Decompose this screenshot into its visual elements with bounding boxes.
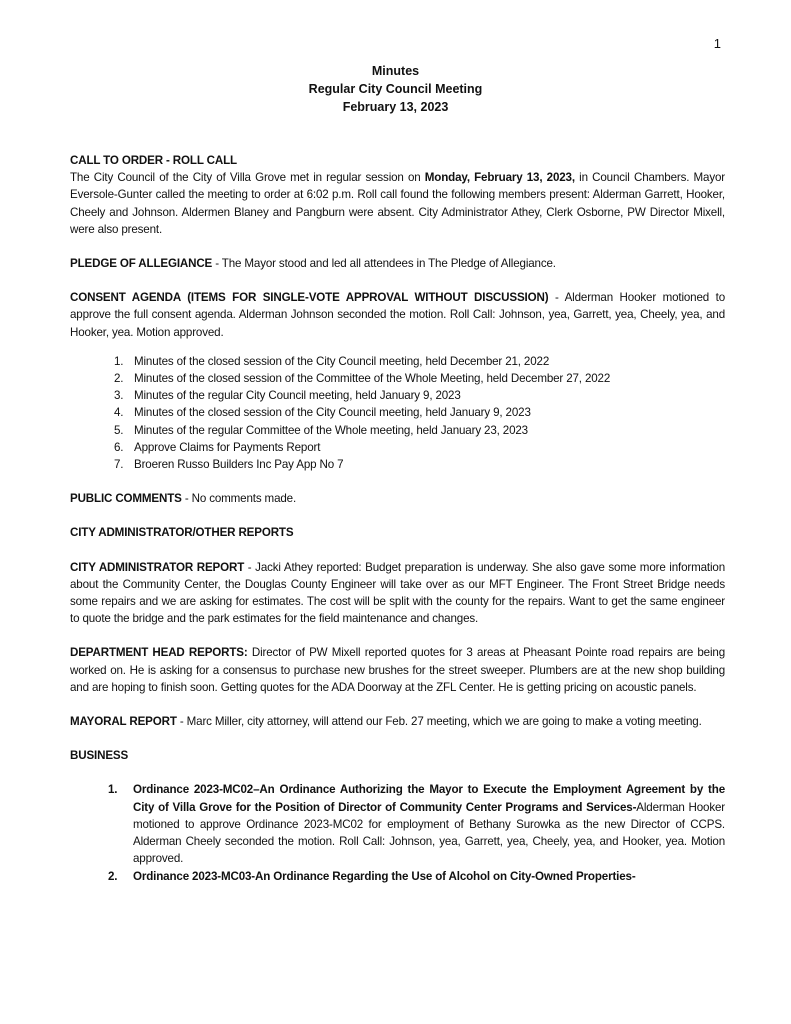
ordinance-title: Ordinance 2023-MC02–An Ordinance Authorizing the Mayor to Execute the Employment Agreement by the City of Villa Grove for the Position of Director of Community Center Programs and Services-	[133, 783, 725, 814]
list-item-number: 5.	[114, 423, 124, 437]
reports-heading: CITY ADMINISTRATOR/OTHER REPORTS	[70, 526, 294, 540]
list-item-text: Broeren Russo Builders Inc Pay App No 7	[134, 458, 344, 472]
list-item-text: Minutes of the closed session of the City Council meeting, held January 9, 2023	[134, 406, 531, 420]
list-item-number: 4.	[114, 406, 124, 420]
list-item-number: 2.	[114, 372, 124, 386]
business-items-list	[70, 781, 725, 884]
mayoral-report-heading: MAYORAL REPORT	[70, 715, 177, 729]
list-item	[114, 353, 725, 370]
list-item-text: Minutes of the closed session of the Committee of the Whole Meeting, held December 27, 2022	[134, 372, 611, 386]
list-item-number: 2.	[108, 869, 118, 883]
list-item	[114, 456, 725, 473]
document-body	[70, 152, 725, 885]
mayoral-report-section	[70, 713, 725, 730]
pledge-text: - The Mayor stood and led all attendees in The Pledge of Allegiance.	[212, 257, 556, 271]
call-to-order-text-b: in Council Chambers. Mayor Eversole-Gunter called the meeting to order at 6:02 p.m. Roll call found the following members present: Alderman Garrett, Hooker, Cheely and Johnson. Aldermen Blaney and Pangburn were absent. City Administrator Athey, Clerk Osborne, PW Director Mixell, were also present.	[70, 171, 726, 236]
list-item	[70, 781, 725, 867]
business-heading: BUSINESS	[70, 749, 129, 763]
list-item-text: Approve Claims for Payments Report	[134, 440, 321, 454]
public-comments-heading: PUBLIC COMMENTS	[70, 492, 182, 506]
list-item-number: 3.	[114, 389, 124, 403]
public-comments-section	[70, 490, 725, 507]
admin-report-text: - Jacki Athey reported: Budget preparation is underway. She also gave some more information about the Community Center, the Douglas County Engineer will take over as our MFT Engineer. The Front Street Bridge needs some repairs and we are asking for estimates. The cost will be split with the county for the repairs. Want to get the same engineer to quote the bridge and the park estimates for the field maintenance and changes.	[70, 560, 725, 626]
list-item-number: 7.	[114, 458, 124, 472]
consent-heading: CONSENT AGENDA (ITEMS FOR SINGLE-VOTE APPROVAL WITHOUT DISCUSSION)	[70, 291, 549, 305]
ordinance-text: Alderman Hooker motioned to approve Ordinance 2023-MC02 for employment of Bethany Surowka as the new Director of CCPS. Alderman Cheely seconded the motion. Roll Call: Johnson, yea, Garrett, yea, Cheely, yea, and Hooker, yea. Motion approved.	[133, 800, 725, 866]
public-comments-text: - No comments made.	[181, 492, 297, 506]
consent-section	[70, 289, 725, 341]
list-item	[114, 404, 725, 421]
dept-report-heading: DEPARTMENT HEAD REPORTS:	[70, 646, 248, 660]
list-item	[114, 422, 725, 439]
page-number: 1	[713, 36, 721, 51]
call-to-order-heading: CALL TO ORDER - ROLL CALL	[70, 154, 237, 167]
call-to-order-section	[70, 152, 725, 238]
pledge-section	[70, 255, 725, 272]
mayoral-report-text: - Marc Miller, city attorney, will attend our Feb. 27 meeting, which we are going to make a voting meeting.	[176, 715, 702, 729]
header-date: February 13, 2023	[342, 100, 449, 114]
header-meeting-type: Regular City Council Meeting	[308, 82, 483, 96]
consent-items-list	[70, 353, 725, 473]
list-item	[114, 387, 725, 404]
list-item-number: 1.	[114, 354, 124, 368]
ordinance-title: Ordinance 2023-MC03-An Ordinance Regarding the Use of Alcohol on City-Owned Properties-	[133, 869, 636, 883]
dept-report-section	[70, 644, 725, 696]
list-item-number: 1.	[108, 783, 118, 797]
admin-report-heading: CITY ADMINISTRATOR REPORT	[70, 560, 245, 574]
list-item-text: Minutes of the closed session of the City Council meeting, held December 21, 2022	[134, 354, 550, 368]
document-header	[0, 62, 791, 116]
dept-report-text: Director of PW Mixell reported quotes for 3 areas at Pheasant Pointe road repairs are being worked on. He is asking for a consensus to purchase new brushes for the street sweeper. Plumbers are at the new shop building and are hoping to finish soon. Getting quotes for the ADA Doorway at the ZFL Center. He is getting pricing on acoustic panels.	[70, 646, 725, 694]
call-to-order-text-a: The City Council of the City of Villa Grove met in regular session on	[70, 171, 425, 185]
list-item-text: Minutes of the regular City Council meeting, held January 9, 2023	[134, 389, 461, 403]
list-item	[114, 370, 725, 387]
admin-report-section	[70, 559, 725, 628]
call-to-order-date: Monday, February 13, 2023,	[424, 171, 575, 185]
list-item	[70, 868, 725, 885]
list-item-text: Minutes of the regular Committee of the Whole meeting, held January 23, 2023	[134, 423, 528, 437]
list-item	[114, 439, 725, 456]
consent-text: - Alderman Hooker motioned to approve the full consent agenda. Alderman Johnson seconded the motion. Roll Call: Johnson, yea, Garrett, yea, Cheely, yea, and Hooker, yea. Motion approved.	[70, 291, 725, 339]
header-title: Minutes	[371, 64, 420, 78]
pledge-heading: PLEDGE OF ALLEGIANCE	[70, 257, 213, 271]
list-item-number: 6.	[114, 440, 124, 454]
